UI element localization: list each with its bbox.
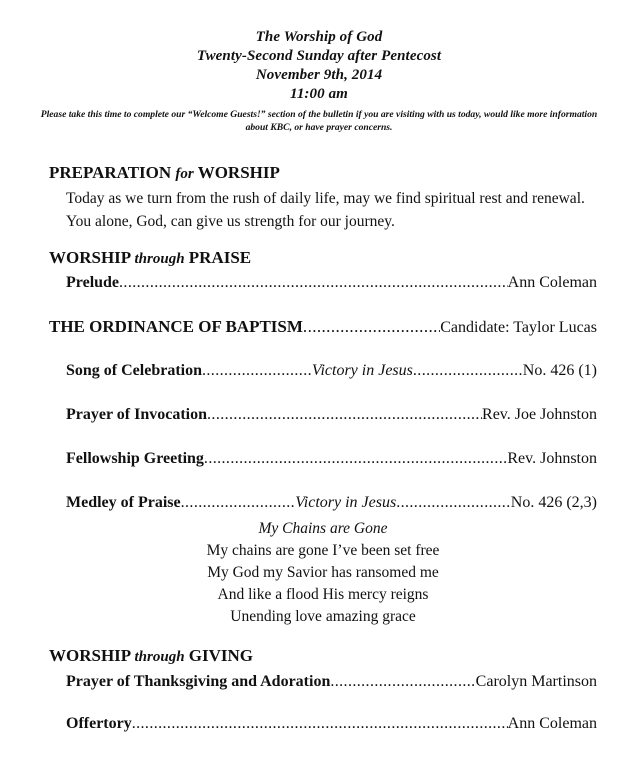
- lyrics-line: My chains are gone I’ve been set free: [206, 542, 440, 559]
- lyrics-line: Unending love amazing grace: [230, 608, 416, 625]
- bulletin-header: [0, 28, 638, 134]
- hymn-number: No. 426 (2,3): [510, 494, 597, 511]
- heading-part: WORSHIP: [49, 248, 135, 267]
- section-heading-preparation: [49, 162, 597, 185]
- heading-part: WORSHIP: [49, 646, 135, 665]
- order-of-worship: [49, 162, 597, 734]
- item-leader: Ann Coleman: [507, 715, 597, 732]
- item-label: Song of Celebration: [66, 362, 202, 379]
- leader-dots: [119, 273, 508, 293]
- item-label: THE ORDINANCE OF BAPTISM: [49, 317, 303, 336]
- item-song-of-celebration: [49, 361, 597, 381]
- leader-dots: [207, 405, 482, 425]
- preparation-text: Today as we turn from the rush of daily life, may we find spiritual rest and renewal. You alone, God, can give us strength for our journey.: [66, 190, 585, 230]
- item-medley-of-praise: [49, 493, 597, 513]
- item-invocation: [49, 405, 597, 425]
- leader-dots: [413, 361, 523, 381]
- leader-dots: [204, 449, 507, 469]
- bulletin-time: 11:00 am: [290, 86, 348, 102]
- lyrics-line: My God my Savior has ransomed me: [207, 564, 439, 581]
- item-label: Prelude: [66, 274, 120, 291]
- item-prelude: [49, 273, 597, 293]
- heading-part: GIVING: [184, 646, 254, 665]
- leader-dots: [132, 714, 508, 734]
- bulletin-date: November 9th, 2014: [255, 67, 383, 83]
- heading-part: WORSHIP: [193, 163, 280, 182]
- leader-dots: [330, 672, 475, 692]
- hymn-number: No. 426 (1): [522, 362, 597, 379]
- item-label: Medley of Praise: [66, 494, 181, 511]
- lyrics-title: My Chains are Gone: [258, 520, 388, 537]
- heading-em: through: [134, 251, 185, 267]
- section-heading-praise: [49, 247, 597, 270]
- lyrics-line: And like a flood His mercy reigns: [217, 586, 429, 603]
- item-label: Prayer of Invocation: [66, 406, 208, 423]
- item-fellowship-greeting: [49, 449, 597, 469]
- leader-dots: [202, 361, 312, 381]
- bulletin-occasion: Twenty-Second Sunday after Pentecost: [196, 48, 442, 64]
- leader-dots: [303, 317, 440, 337]
- item-leader: Ann Coleman: [507, 274, 597, 291]
- heading-em: for: [175, 166, 194, 182]
- item-label: Fellowship Greeting: [66, 450, 204, 467]
- item-candidate: Candidate: Taylor Lucas: [440, 319, 597, 336]
- welcome-note: Please take this time to complete our “Welcome Guests!” section of the bulletin if you are visiting with us today, would like more information about KBC, or have prayer concerns.: [40, 109, 598, 133]
- item-label: Prayer of Thanksgiving and Adoration: [66, 673, 331, 690]
- item-prayer-of-thanksgiving: [49, 672, 597, 692]
- item-label: Offertory: [66, 715, 132, 732]
- heading-part: PREPARATION: [49, 163, 176, 182]
- item-leader: Rev. Johnston: [507, 450, 597, 467]
- hymn-title: Victory in Jesus: [311, 362, 413, 379]
- heading-part: PRAISE: [184, 248, 252, 267]
- leader-dots: [181, 493, 296, 513]
- item-leader: Rev. Joe Johnston: [482, 406, 597, 423]
- hymn-title: Victory in Jesus: [295, 494, 397, 511]
- leader-dots: [396, 493, 511, 513]
- item-leader: Carolyn Martinson: [475, 673, 597, 690]
- item-offertory: [49, 714, 597, 734]
- item-baptism: [49, 317, 597, 338]
- lyrics-block: [49, 518, 597, 628]
- section-heading-giving: [49, 645, 597, 668]
- heading-em: through: [134, 649, 185, 665]
- bulletin-title: The Worship of God: [255, 29, 383, 45]
